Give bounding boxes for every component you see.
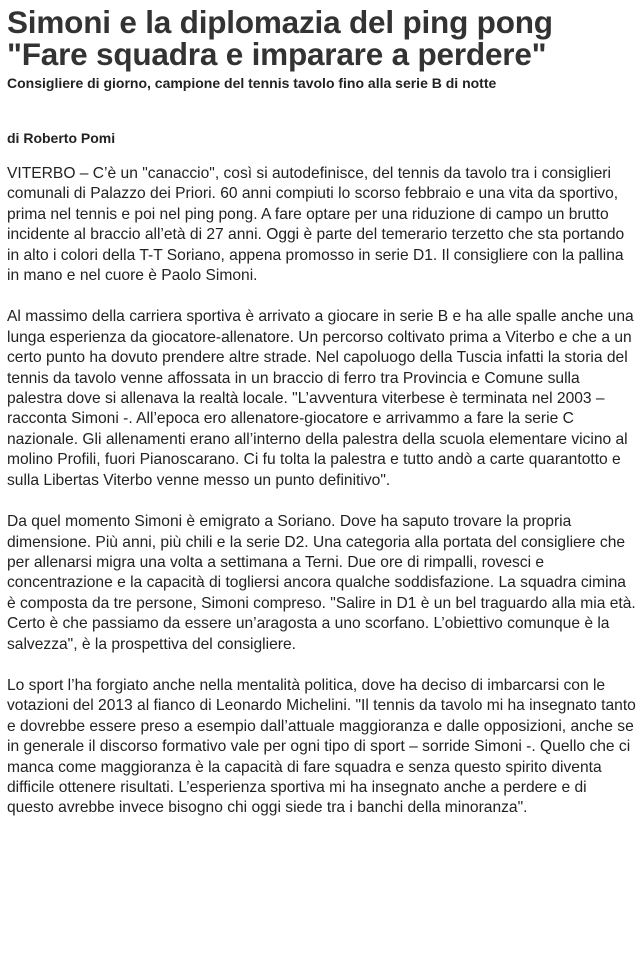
body-paragraph-4: Lo sport l’ha forgiato anche nella mentalità politica, dove ha deciso di imbarcarsi con le votazioni del 2013 al fianco di Leonardo Michelini. "Il tennis da tavolo mi ha insegnato tanto e dovrebbe essere preso a esempio dall’attuale maggioranza e dalle opposizioni, anche se in generale il discorso formativo vale per ogni tipo di sport – sorride Simoni -. Quello che ci manca come maggioranza è la capacità di fare squadra e senza questo spirito diventa difficile ottenere risultati. L’esperienza sportiva mi ha insegnato anche a perdere e di questo avrebbe invece bisogno chi oggi siede tra i banchi della minoranza". [7, 676, 636, 817]
article [7, 0, 637, 840]
body-paragraph-1: VITERBO – C’è un "canaccio", così si autodefinisce, del tennis da tavolo tra i consiglieri comunali di Palazzo dei Priori. 60 anni compiuti lo scorso febbraio e una vita da sportivo, prima nel tennis e poi nel ping pong. A fare optare per una riduzione di campo un brutto incidente al braccio all’età di 27 anni. Oggi è parte del temerario terzetto che sta portando in alto i colori della T-T Soriano, appena promosso in serie D1. Il consigliere con la pallina in mano e nel cuore è Paolo Simoni. [7, 165, 625, 285]
body-paragraph-2: Al massimo della carriera sportiva è arrivato a giocare in serie B e ha alle spalle anche una lunga esperienza da giocatore-allenatore. Un percorso coltivato prima a Viterbo e che a un certo punto ha dovuto prendere altre strade. Nel capoluogo della Tuscia infatti la storia del tennis da tavolo venne affossata in un braccio di ferro tra Provincia e Comune sulla palestra dove si allenava la realtà locale. "L’avventura viterbese è terminata nel 2003 – racconta Simoni -. All’epoca ero allenatore-giocatore e arrivammo a fare la serie C nazionale. Gli allenamenti erano all’interno della palestra della scuola elementare vicino al molino Profili, fuori Pianoscarano. Ci fu tolta la palestra e tutto andò a carte quarantotto e sulla Libertas Viterbo venne messo un punto definitivo". [7, 308, 634, 489]
headline-line-1: Simoni e la diplomazia del ping pong [7, 4, 553, 40]
article-headline [7, 0, 637, 70]
article-subheadline: Consigliere di giorno, campione del tennis tavolo fino alla serie B di notte [7, 75, 497, 91]
article-byline: di Roberto Pomi [7, 130, 116, 146]
article-body [7, 164, 637, 819]
body-paragraph-3: Da quel momento Simoni è emigrato a Soriano. Dove ha saputo trovare la propria dimensione. Più anni, più chili e la serie D2. Una categoria alla portata del consigliere che per allenarsi migra una volta a settimana a Terni. Due ore di rimpalli, rovesci e concentrazione e la capacità di togliersi ancora qualche soddisfazione. La squadra cimina è composta da tre persone, Simoni compreso. "Salire in D1 è un bel traguardo alla mia età. Certo è che passiamo da essere un’aragosta a uno scorfano. L’obiettivo comunque è la salvezza", è la prospettiva del consigliere. [7, 513, 636, 653]
headline-line-2: "Fare squadra e imparare a perdere" [7, 36, 547, 72]
